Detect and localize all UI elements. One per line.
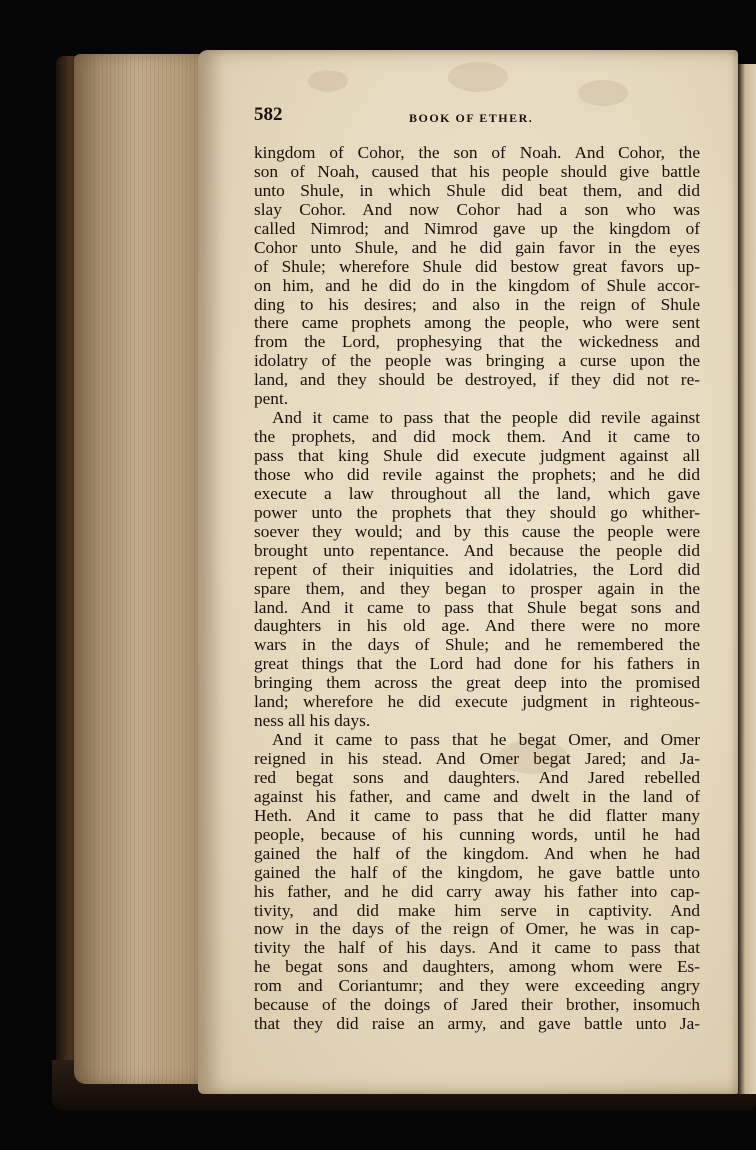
text-line: Heth. And it came to pass that he did flatter many — [254, 806, 700, 825]
text-line: gained the half of the kingdom, he gave battle unto — [254, 863, 700, 882]
text-line: called Nimrod; and Nimrod gave up the kingdom of — [254, 219, 700, 238]
text-line: of Shule; wherefore Shule did bestow great favors up- — [254, 257, 700, 276]
text-line: reigned in his stead. And Omer begat Jared; and Ja- — [254, 750, 700, 768]
text-line: repent of their iniquities and idolatries, the Lord did — [254, 560, 700, 579]
text-line: ding to his desires; and also in the reign of Shule — [254, 295, 700, 314]
text-line: unto Shule, in which Shule did beat them, and did — [254, 181, 700, 200]
text-line: soever they would; and by this cause the people were — [254, 522, 700, 541]
text-line: land. And it came to pass that Shule begat sons and — [254, 598, 700, 617]
text-line: power unto the prophets that they should go whither- — [254, 503, 700, 522]
text-line: great things that the Lord had done for his fathers in — [254, 655, 700, 674]
text-line: that they did raise an army, and gave battle unto Ja- — [254, 1015, 700, 1034]
text-line: wars in the days of Shule; and he remembered the — [254, 636, 700, 655]
text-line: those who did revile against the prophets; and he did — [254, 465, 700, 484]
text-line: there came prophets among the people, who were sent — [254, 314, 700, 333]
text-line: tivity the half of his days. And it came to pass that — [254, 939, 700, 958]
facing-page-edge — [738, 64, 756, 1094]
text-line: kingdom of Cohor, the son of Noah. And Cohor, the — [254, 144, 700, 162]
text-line: spare them, and they began to prosper again in the — [254, 579, 700, 598]
text-line: brought unto repentance. And because the people did — [254, 541, 700, 560]
running-head: BOOK OF ETHER. — [409, 111, 534, 125]
text-line: against his father, and came and dwelt in the land of — [254, 787, 700, 806]
text-line: daughters in his old age. And there were no more — [254, 617, 700, 636]
paper-stain — [308, 70, 348, 92]
text-line: the prophets, and did mock them. And it came to — [254, 428, 700, 447]
paper-stain — [578, 80, 628, 106]
page-number: 582 — [254, 104, 283, 125]
text-line: slay Cohor. And now Cohor had a son who was — [254, 200, 700, 219]
text-line: now in the days of the reign of Omer, he was in cap- — [254, 920, 700, 939]
text-line: ness all his days. — [254, 712, 371, 731]
text-line: rom and Coriantumr; and they were exceeding angry — [254, 977, 700, 996]
page-block-edge — [74, 54, 214, 1084]
text-line: red begat sons and daughters. And Jared rebelled — [254, 768, 700, 787]
text-line: And it came to pass that the people did revile against — [272, 409, 700, 428]
text-line: land; wherefore he did execute judgment in righteous- — [254, 693, 700, 712]
text-line: he begat sons and daughters, among whom were Es- — [254, 958, 700, 977]
text-line: from the Lord, prophesying that the wickedness and — [254, 333, 700, 352]
text-line: because of the doings of Jared their brother, insomuch — [254, 996, 700, 1015]
text-line: Cohor unto Shule, and he did gain favor in the eyes — [254, 238, 700, 257]
text-line: And it came to pass that he begat Omer, and Omer — [272, 731, 700, 750]
text-line: land, and they should be destroyed, if they did not re- — [254, 371, 700, 390]
text-line: people, because of his cunning words, until he had — [254, 825, 700, 844]
text-line: idolatry of the people was bringing a curse upon the — [254, 352, 700, 371]
text-line: bringing them across the great deep into the promised — [254, 674, 700, 693]
page-header — [254, 104, 698, 130]
text-line: pass that king Shule did execute judgment against all — [254, 447, 700, 465]
text-line: on him, and he did do in the kingdom of Shule accor- — [254, 276, 700, 295]
body-text — [254, 144, 700, 1034]
text-line: pent. — [254, 390, 289, 409]
text-line: execute a law throughout all the land, which gave — [254, 484, 700, 503]
paper-stain — [448, 62, 508, 92]
text-line: gained the half of the kingdom. And when he had — [254, 844, 700, 863]
text-line: tivity, and did make him serve in captivity. And — [254, 901, 700, 920]
text-line: his father, and he did carry away his father into cap- — [254, 882, 700, 901]
text-line: son of Noah, caused that his people should give battle — [254, 162, 700, 181]
